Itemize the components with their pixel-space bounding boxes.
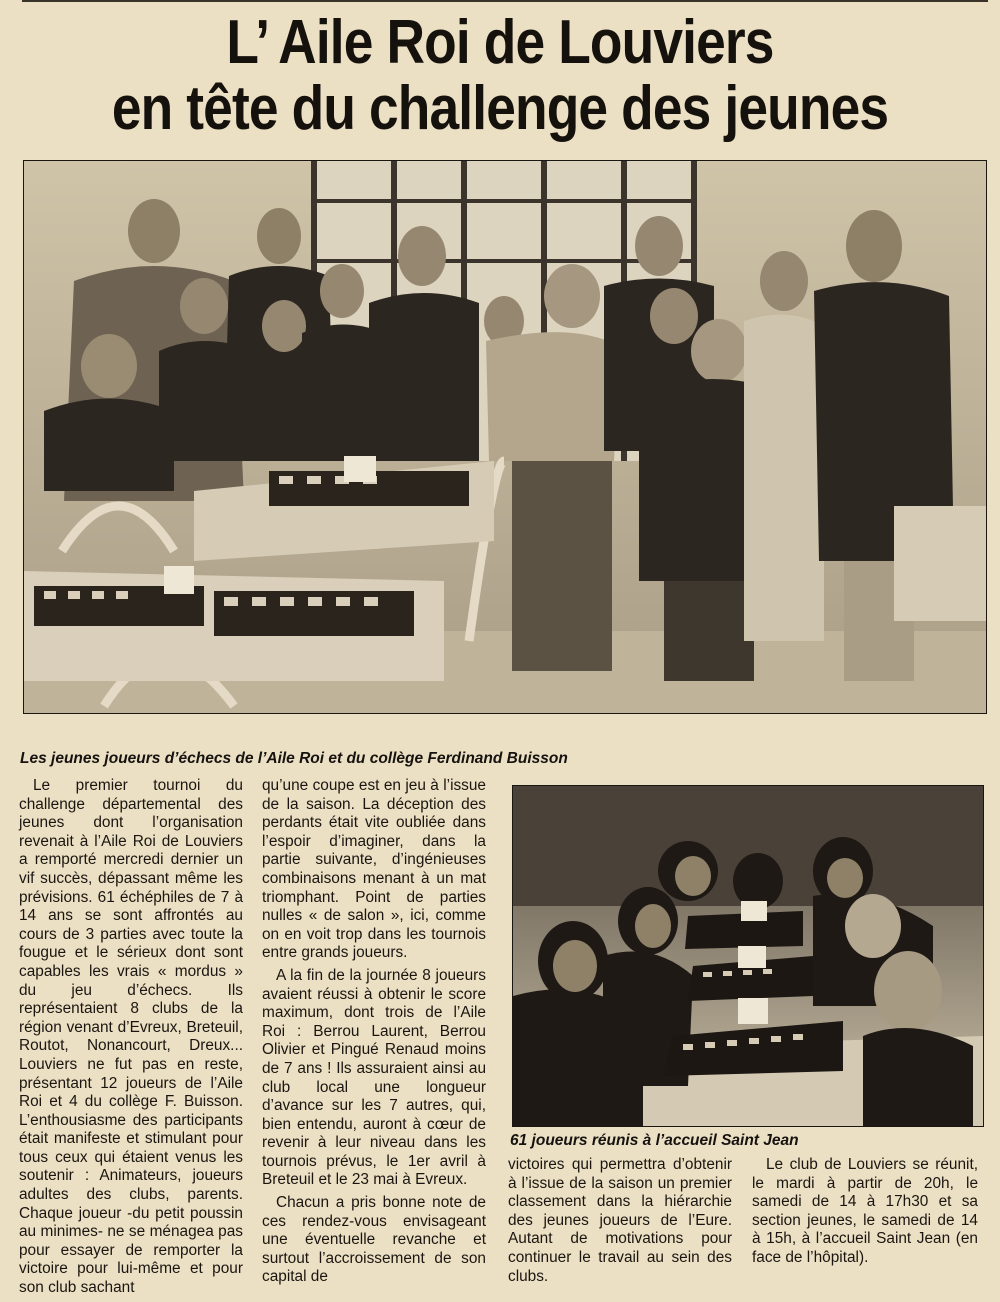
article-paragraph: qu’une coupe est en jeu à l’issue de la saison. La déception des perdants était vite oubliée dans l’espoir d’imaginer, dans la partie suivante, d’ingénieuses combinaisons menant à un mat triomphant. Point de parties nulles « de salon », ici, comme on en voit trop dans les tournois entre grands joueurs. — [262, 777, 486, 962]
article-paragraph: Chacun a pris bonne note de ces rendez-vous envisageant une éventuelle revanche et surtout l’accroissement de son capital de — [262, 1194, 486, 1286]
clipping-edge — [22, 0, 988, 2]
main-photo — [23, 160, 987, 714]
article-paragraph: Le premier tournoi du challenge départemental des jeunes dont l’organisation revenait à l’Aile Roi de Louviers a remporté mercredi dernier un vif succès, dépassant même les prévisions. 61 échéphiles de 7 à 14 ans se sont affrontés au cours de 3 parties avec toute la fougue et le sérieux dont sont capables les vrais « mordus » du jeu d’échecs. Ils représentaient 8 clubs de la région venant d’Evreux, Breteuil, Routot, Nonancourt, Dreux... Louviers ne fut pas en reste, présentant 12 joueurs de l’Aile Roi et 4 du collège F. Buisson. L’enthousiasme des participants était manifeste et stimulant pour tous ceux qui étaient venus les soutenir : Animateurs, joueurs adultes des clubs, parents. Chaque joueur -du petit poussin au minimes- ne se ménagea pas pour essayer de remporter la victoire pour lui-même et pour son club sachant — [19, 777, 243, 1297]
article-column-3 — [508, 1156, 732, 1290]
main-photo-caption: Les jeunes joueurs d’échecs de l’Aile Roi et du collège Ferdinand Buisson — [20, 750, 568, 767]
main-photo-image — [24, 161, 986, 713]
article-paragraph: Le club de Louviers se réunit, le mardi à partir de 20h, le samedi de 14 à 17h30 et sa section jeunes, le samedi de 14 à 15h, à l’accueil Saint Jean (en face de l’hôpital). — [752, 1156, 978, 1266]
headline-line-2: en tête du challenge des jeunes — [111, 74, 889, 143]
second-photo — [512, 785, 984, 1127]
article-paragraph: A la fin de la journée 8 joueurs avaient réussi à obtenir le score maximum, dont trois de l’Aile Roi : Berrou Laurent, Berrou Olivier et Pingué Renaud moins de 7 ans ! Ils assuraient ainsi au club local une longueur d’avance sur les 7 autres, qui, bien entendu, auront à cœur de revenir à leur niveau dans les tournois prévus, le 1er avril à Breteuil et le 23 mai à Evreux. — [262, 966, 486, 1189]
article-column-1 — [19, 777, 243, 1302]
headline-line-1: L’ Aile Roi de Louviers — [226, 8, 774, 77]
article-column-2 — [262, 777, 486, 1291]
article-paragraph: victoires qui permettra d’obtenir à l’issue de la saison un premier classement dans la hiérarchie des jeunes joueurs de l’Eure. Autant de motivations pour continuer le travail au sein des clubs. — [508, 1156, 732, 1285]
article-column-4 — [752, 1156, 978, 1272]
second-photo-caption: 61 joueurs réunis à l’accueil Saint Jean — [510, 1132, 799, 1149]
headline — [70, 10, 930, 142]
second-photo-image — [513, 786, 983, 1126]
